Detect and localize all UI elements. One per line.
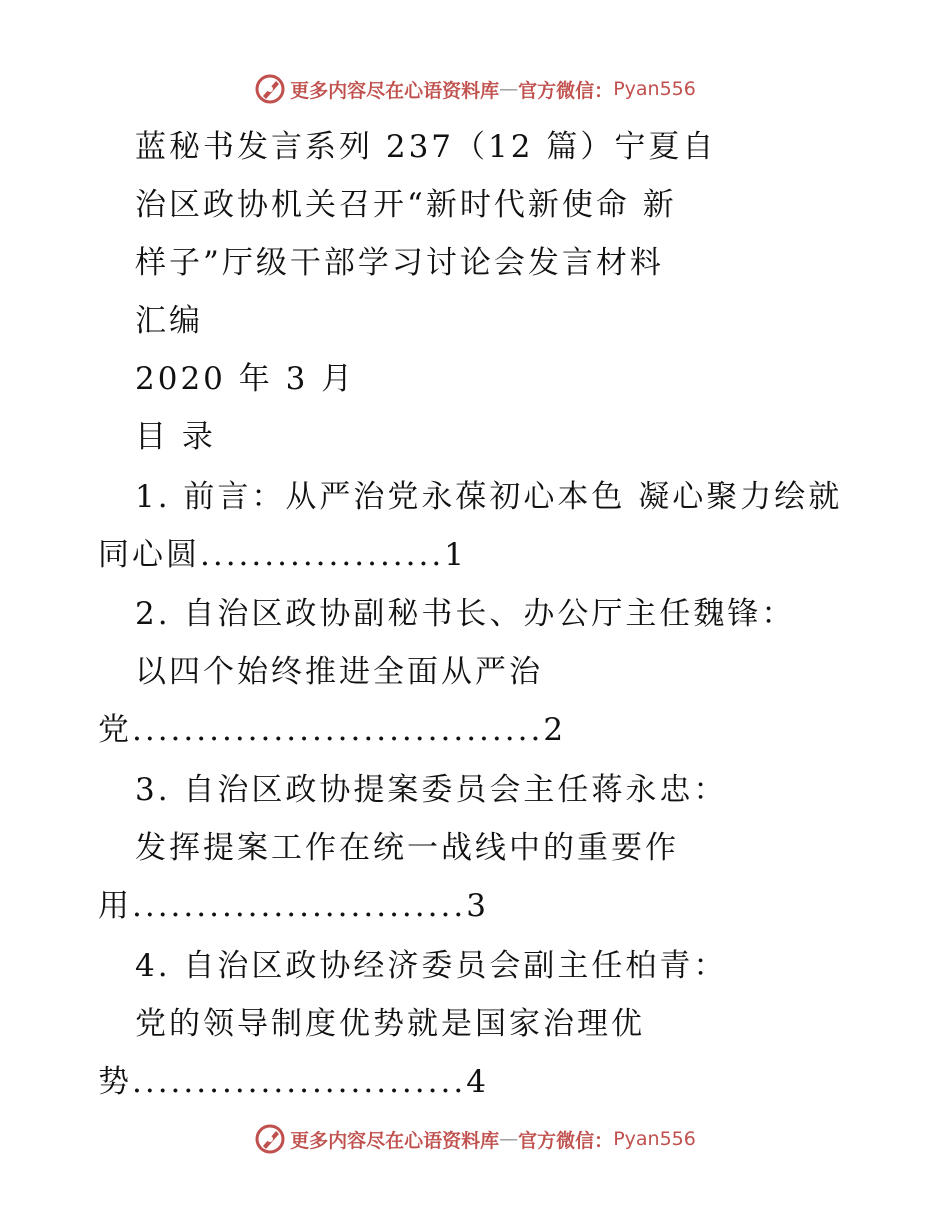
toc-line: 1. 前言：从严治党永葆初心本色 凝心聚力绘就	[135, 479, 843, 515]
pen-logo-icon	[254, 73, 286, 105]
banner-dash: —	[499, 1128, 519, 1150]
toc-line: 党的领导制度优势就是国家治理优	[135, 1006, 645, 1042]
toc-heading: 目 录	[135, 419, 216, 455]
toc-line: 4. 自治区政协经济委员会副主任柏青：	[135, 948, 728, 984]
toc-line: 2. 自治区政协副秘书长、办公厅主任魏锋：	[135, 596, 796, 632]
header-banner	[0, 73, 950, 105]
banner-text: 更多内容尽在心语资料库	[290, 1129, 500, 1152]
toc-line: 用..........................3	[98, 888, 489, 924]
toc-line: 发挥提案工作在统一战线中的重要作	[135, 830, 679, 866]
title-line-2: 治区政协机关召开“新时代新使命 新	[135, 187, 677, 223]
document-date: 2020 年 3 月	[135, 361, 356, 397]
toc-line: 3. 自治区政协提案委员会主任蒋永忠：	[135, 772, 728, 808]
footer-banner	[0, 1123, 950, 1155]
toc-line: 势..........................4	[98, 1064, 489, 1100]
banner-text: 更多内容尽在心语资料库	[290, 79, 500, 102]
banner-wechat-id: Pyan556	[613, 1128, 696, 1150]
title-line-4: 汇编	[135, 303, 203, 339]
toc-line: 同心圆...................1	[98, 537, 467, 573]
pen-logo-icon	[254, 1123, 286, 1155]
banner-wechat-id: Pyan556	[613, 78, 696, 100]
title-line-3: 样子”厅级干部学习讨论会发言材料	[135, 245, 664, 281]
banner-dash: —	[499, 78, 519, 100]
title-line-1: 蓝秘书发言系列 237（12 篇）宁夏自	[135, 129, 717, 165]
banner-official-label: 官方微信：	[518, 79, 614, 102]
banner-official-label: 官方微信：	[518, 1129, 614, 1152]
toc-line: 以四个始终推进全面从严治	[135, 654, 543, 690]
toc-line: 党................................2	[98, 712, 567, 748]
